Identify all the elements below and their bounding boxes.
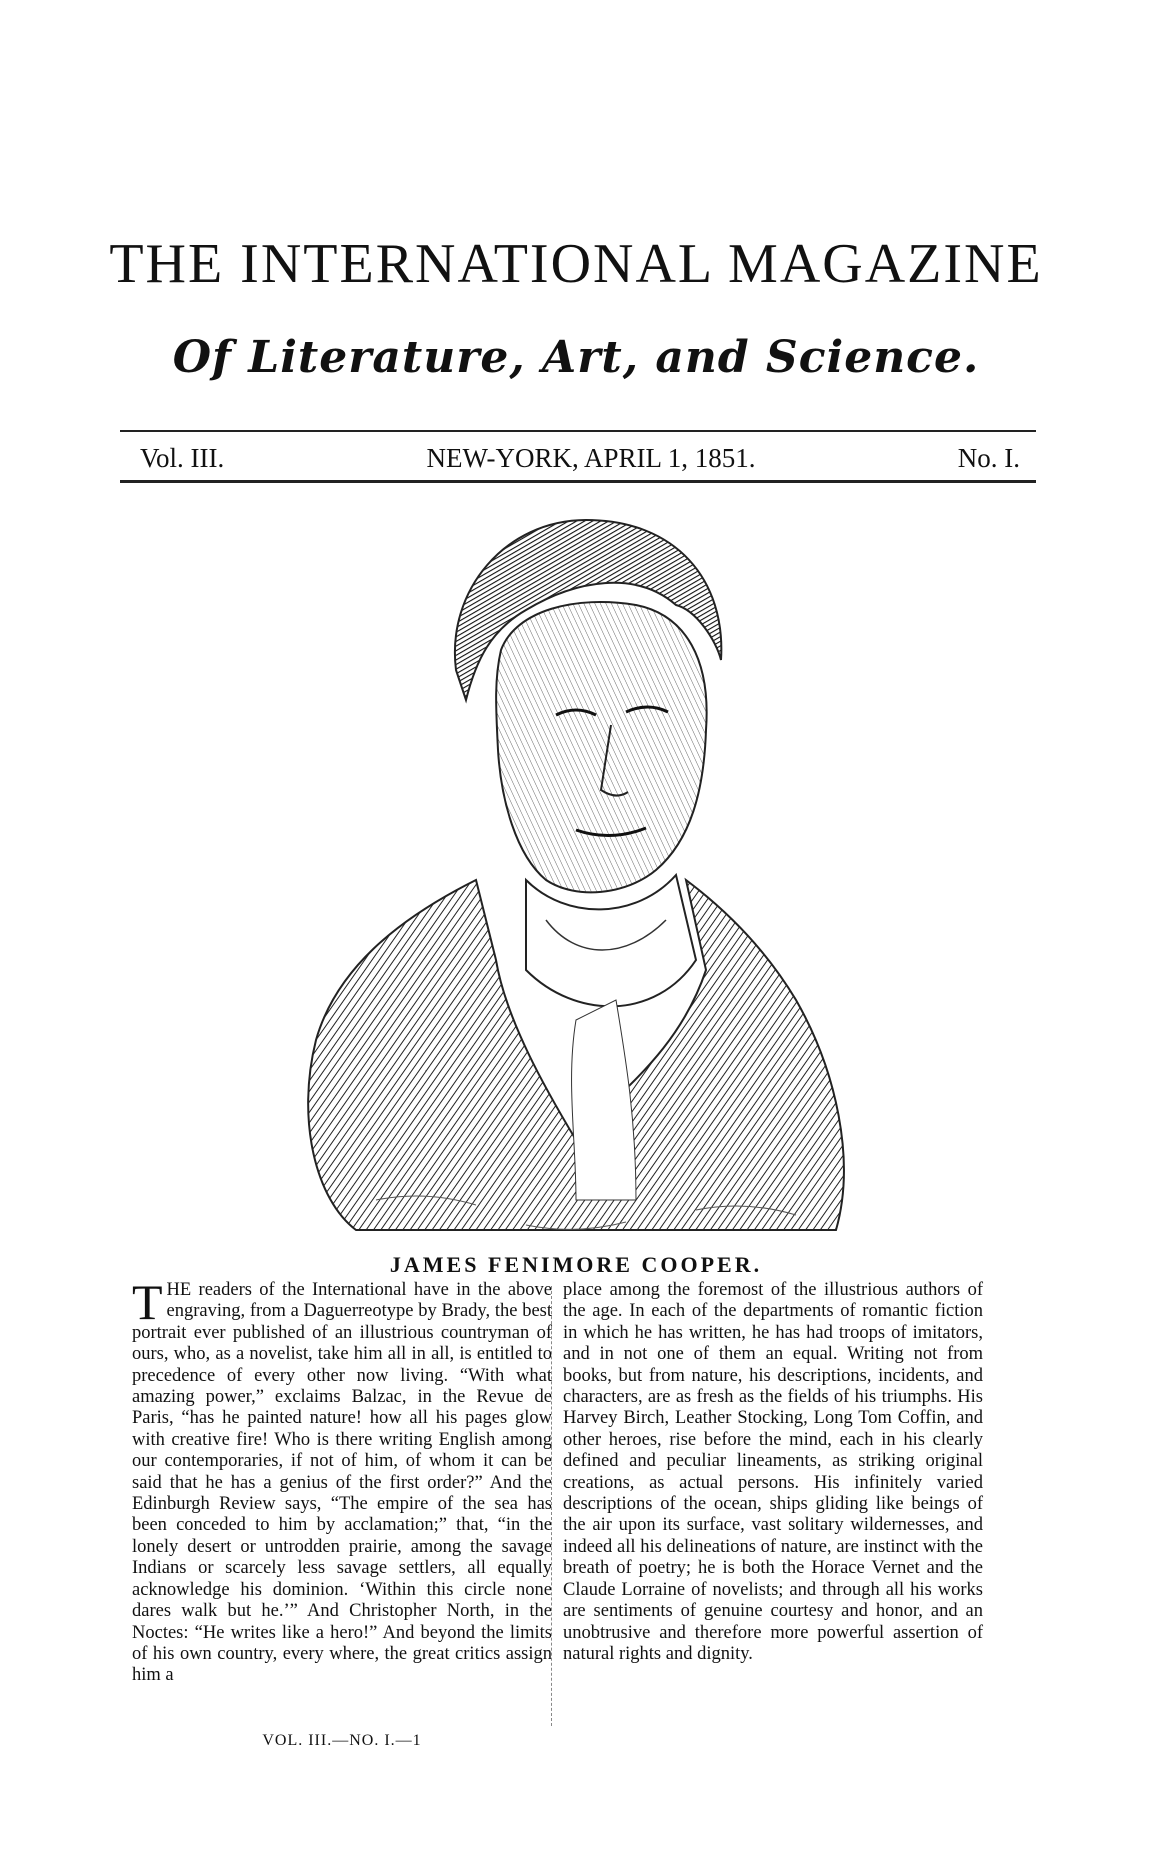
volume-label: Vol. III. [140,442,225,473]
article-column-left [132,1274,552,1687]
portrait-cravat [526,875,696,1006]
portrait-face [496,602,707,892]
issue-number: No. I. [957,442,1020,473]
dateline [140,440,1020,476]
drop-cap: T [132,1274,163,1330]
left-column-text: HE readers of the International have in the above engraving, from a Daguerreotype by Brady, the best portrait ever published of an illustrious countryman of ours, who, as a novelist, take him all in all, is entitled to precedence of every other now living. “With what amazing power,” exclaims Balzac, in the Revue de Paris, “has he painted nature! how all his pages glow with creative fire! Who is there writing English among our contemporaries, if not of him, of whom it can be said that he has a genius of the first order?” And the Edinburgh Review says, “The empire of the sea has been conceded to him by acclamation;” that, “in the lonely desert or untrodden prairie, among the savage Indians or scarcely less savage settlers, all equally acknowledge his dominion. ‘Within this circle none dares walk but he.’” And Christopher North, in the Noctes: “He writes like a hero!” And beyond the limits of his own country, every where, the great critics assign him a [132,1280,552,1686]
rule-bottom [120,480,1036,483]
masthead-title: THE INTERNATIONAL MAGAZINE [109,233,1043,295]
portrait-engraving [276,500,876,1240]
column-divider [551,1286,552,1726]
masthead-subtitle: Of Literature, Art, and Science. [172,332,980,383]
folio: VOL. III.—NO. I.—1 [262,1732,422,1749]
place-date: NEW-YORK, APRIL 1, 1851. [426,442,756,473]
article-column-right: place among the foremost of the illustrious authors of the age. In each of the departments of romantic fiction in which he has written, he has had troops of imitators, and in not one of them an equal. Writing not from books, but from nature, his descriptions, incidents, and characters, are as fresh as the fields of his triumphs. His Harvey Birch, Leather Stocking, Long Tom Coffin, and other heroes, rise before the mind, each in his clearly defined and peculiar lineaments, as striking original creations, as actual persons. His infinitely varied descriptions of the ocean, ships gliding like beings of the air upon its surface, vast solitary wildernesses, and indeed all his delineations of nature, are instinct with the breath of poetry; he is both the Horace Vernet and the Claude Lorraine of novelists; and through all his works are sentiments of genuine courtesy and honor, and an unobtrusive and therefore more powerful assertion of natural rights and dignity. [563,1280,983,1664]
article-heading: JAMES FENIMORE COOPER. [389,1252,763,1277]
rule-top [120,430,1036,432]
